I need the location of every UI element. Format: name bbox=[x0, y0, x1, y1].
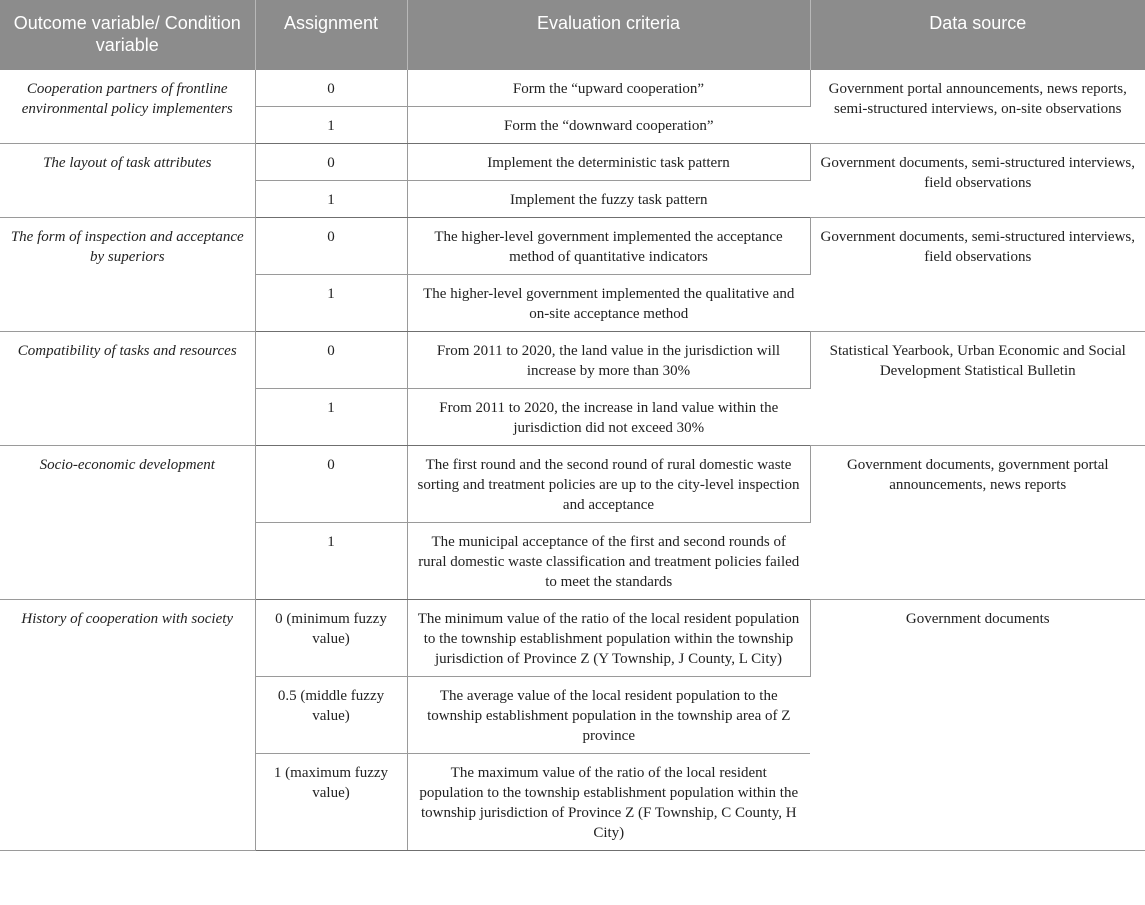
header-criteria bbox=[407, 0, 810, 70]
table-body bbox=[0, 70, 1145, 851]
variable-cell: Socio-economic development bbox=[0, 446, 255, 600]
header-assignment bbox=[255, 0, 407, 70]
variable-cell: The form of inspection and acceptance by superiors bbox=[0, 218, 255, 332]
header-row bbox=[0, 0, 1145, 70]
variable-cell: Cooperation partners of frontline environmental policy implementers bbox=[0, 70, 255, 144]
header-variable bbox=[0, 0, 255, 70]
criteria-cell: The average value of the local resident population to the township establishment population in the township area of Z province bbox=[407, 677, 810, 754]
assignment-cell: 0 bbox=[255, 218, 407, 275]
criteria-cell: Implement the fuzzy task pattern bbox=[407, 181, 810, 218]
criteria-cell: The municipal acceptance of the first and second rounds of rural domestic waste classification and treatment policies failed to meet the standards bbox=[407, 523, 810, 600]
criteria-cell: The maximum value of the ratio of the local resident population to the township establishment population within the township jurisdiction of Province Z (F Township, C County, H City) bbox=[407, 754, 810, 851]
source-cell: Government documents, government portal announcements, news reports bbox=[810, 446, 1145, 600]
criteria-cell: The first round and the second round of rural domestic waste sorting and treatment policies are up to the city-level inspection and acceptance bbox=[407, 446, 810, 523]
header-source-label: Data source bbox=[929, 13, 1027, 33]
source-cell: Government portal announcements, news reports, semi-structured interviews, on-site observations bbox=[810, 70, 1145, 144]
assignment-cell: 0.5 (middle fuzzy value) bbox=[255, 677, 407, 754]
criteria-cell: The higher-level government implemented the acceptance method of quantitative indicators bbox=[407, 218, 810, 275]
variable-cell: History of cooperation with society bbox=[0, 600, 255, 851]
criteria-cell: The higher-level government implemented the qualitative and on-site acceptance method bbox=[407, 275, 810, 332]
source-cell: Government documents, semi-structured interviews, field observations bbox=[810, 144, 1145, 218]
assignment-cell: 0 bbox=[255, 144, 407, 181]
header-criteria-label: Evaluation criteria bbox=[536, 13, 681, 33]
variable-cell: Compatibility of tasks and resources bbox=[0, 332, 255, 446]
source-cell: Government documents, semi-structured interviews, field observations bbox=[810, 218, 1145, 332]
assignment-cell: 1 bbox=[255, 181, 407, 218]
assignment-cell: 1 bbox=[255, 523, 407, 600]
table-row bbox=[0, 144, 1145, 181]
source-cell: Statistical Yearbook, Urban Economic and Social Development Statistical Bulletin bbox=[810, 332, 1145, 446]
assignment-cell: 0 bbox=[255, 70, 407, 107]
assignment-cell: 1 (maximum fuzzy value) bbox=[255, 754, 407, 851]
criteria-cell: Implement the deterministic task pattern bbox=[407, 144, 810, 181]
assignment-cell: 1 bbox=[255, 389, 407, 446]
assignment-cell: 1 bbox=[255, 275, 407, 332]
table-row bbox=[0, 70, 1145, 107]
table-header bbox=[0, 0, 1145, 70]
table-row bbox=[0, 332, 1145, 389]
assignment-cell: 1 bbox=[255, 107, 407, 144]
assignment-cell: 0 (minimum fuzzy value) bbox=[255, 600, 407, 677]
table-row bbox=[0, 600, 1145, 677]
assignment-cell: 0 bbox=[255, 446, 407, 523]
assignment-cell: 0 bbox=[255, 332, 407, 389]
header-assignment-label: Assignment bbox=[283, 13, 379, 33]
criteria-cell: Form the “downward cooperation” bbox=[407, 107, 810, 144]
table-row bbox=[0, 218, 1145, 275]
criteria-cell: Form the “upward cooperation” bbox=[407, 70, 810, 107]
criteria-cell: The minimum value of the ratio of the local resident population to the township establishment population within the township jurisdiction of Province Z (Y Township, J County, L City) bbox=[407, 600, 810, 677]
header-variable-label: Outcome variable/ Condition variable bbox=[13, 13, 241, 55]
variable-cell: The layout of task attributes bbox=[0, 144, 255, 218]
table-row bbox=[0, 446, 1145, 523]
criteria-cell: From 2011 to 2020, the land value in the jurisdiction will increase by more than 30% bbox=[407, 332, 810, 389]
header-source bbox=[810, 0, 1145, 70]
criteria-cell: From 2011 to 2020, the increase in land value within the jurisdiction did not exceed 30% bbox=[407, 389, 810, 446]
source-cell: Government documents bbox=[810, 600, 1145, 851]
